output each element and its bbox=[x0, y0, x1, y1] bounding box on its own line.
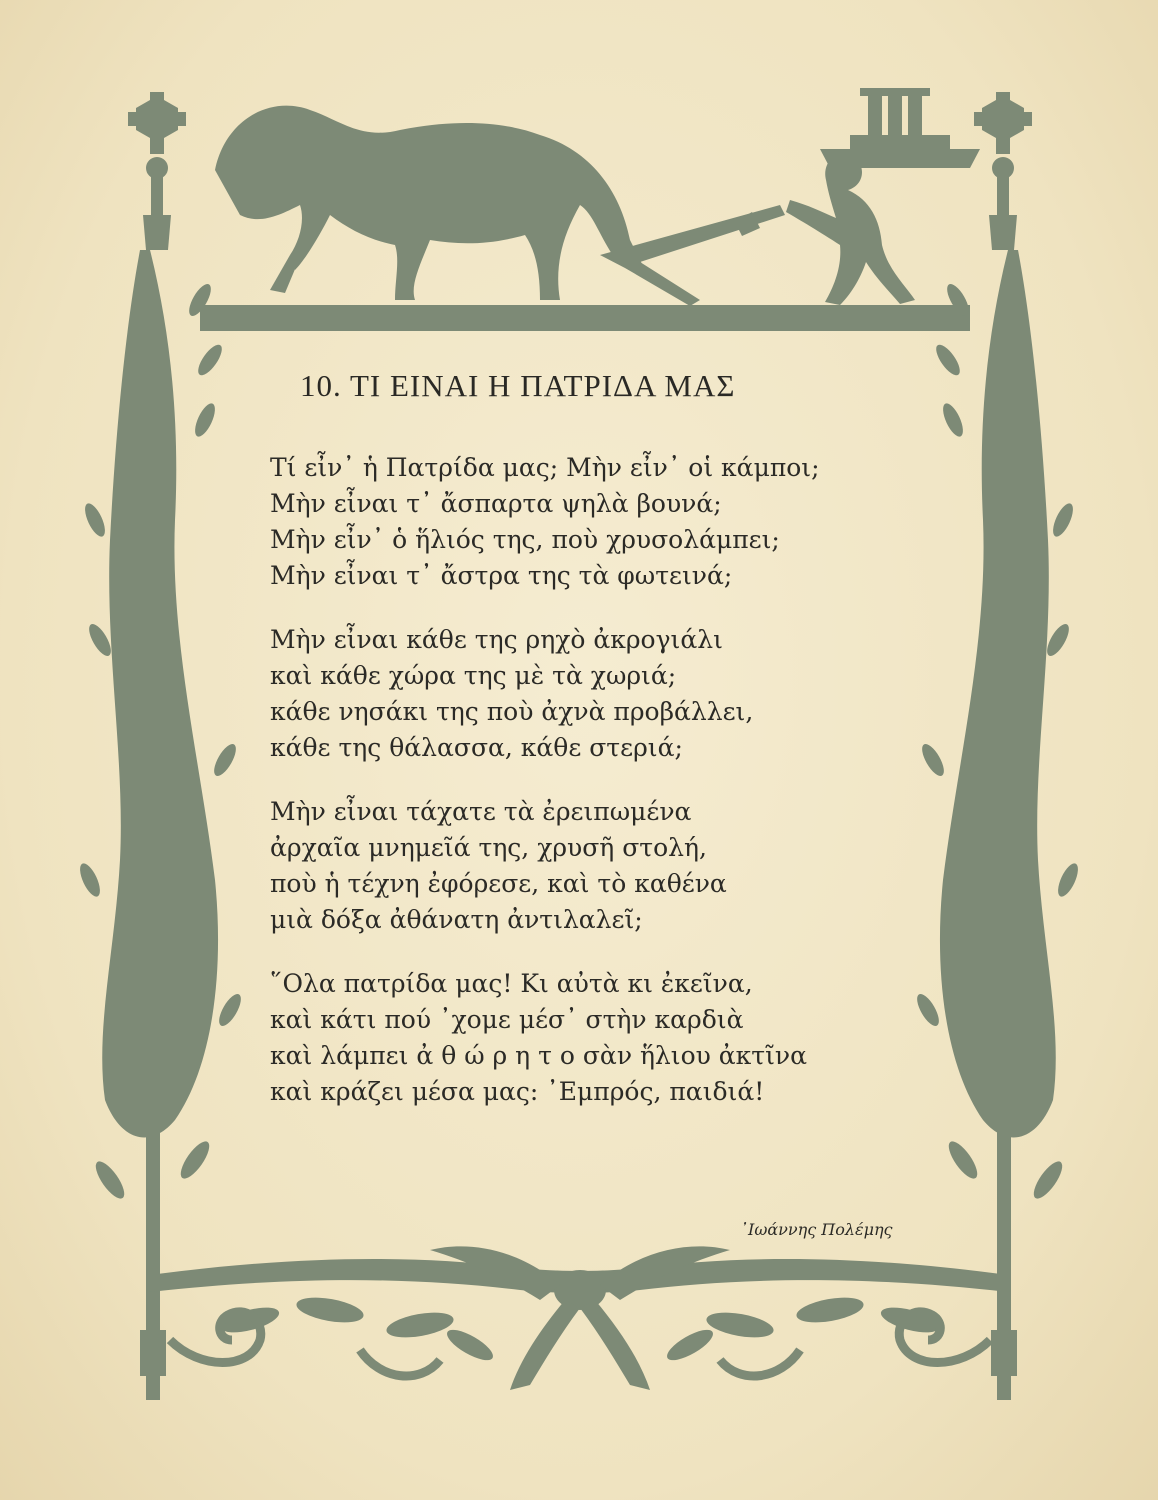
ploughman-icon bbox=[786, 156, 915, 305]
header-ground-band bbox=[200, 305, 970, 331]
poem-line: Μὴν εἶναι τ᾿ ἄστρα της τὰ φωτεινά; bbox=[270, 561, 733, 590]
right-cross-icon bbox=[974, 92, 1032, 250]
poem-line: καὶ κάτι πού ᾿χομε μέσ᾿ στὴν καρδιὰ bbox=[270, 1005, 744, 1034]
stanza bbox=[270, 450, 910, 594]
poem-line: ἀρχαῖα μνημεῖά της, χρυσῆ στολή, bbox=[270, 833, 707, 862]
stanza bbox=[270, 622, 910, 766]
poem-line: Μὴν εἶν᾿ ὁ ἥλιός της, ποὺ χρυσολάμπει; bbox=[270, 525, 780, 554]
poem-line: καὶ κάθε χώρα της μὲ τὰ χωριά; bbox=[270, 661, 677, 690]
poem-line: κάθε της θάλασσα, κάθε στεριά; bbox=[270, 733, 683, 762]
stanza bbox=[270, 794, 910, 938]
poem-line: κάθε νησάκι της ποὺ ἀχνὰ προβάλλει, bbox=[270, 697, 754, 726]
poem-body bbox=[270, 450, 910, 1138]
poem-line: ῞Ολα πατρίδα μας! Κι αὐτὰ κι ἐκεῖνα, bbox=[270, 969, 753, 998]
poem-line: Μὴν εἶναι τάχατε τὰ ἐρειπωμένα bbox=[270, 797, 692, 826]
right-flag-drape bbox=[940, 250, 1056, 1137]
plough-icon bbox=[600, 205, 785, 306]
poem-line: ποὺ ἡ τέχνη ἐφόρεσε, καὶ τὸ καθένα bbox=[270, 869, 727, 898]
poem-line: καὶ λάμπει ἀ θ ώ ρ η τ ο σὰν ἥλιου ἀκτῖνα bbox=[270, 1041, 807, 1070]
poem-line: μιὰ δόξα ἀθάνατη ἀντιλαλεῖ; bbox=[270, 905, 643, 934]
poem-line: Μὴν εἶναι κάθε της ρηχὸ ἀκρογιάλι bbox=[270, 625, 723, 654]
horse-icon bbox=[215, 106, 645, 300]
poem-title: 10. ΤΙ ΕΙΝΑΙ Η ΠΑΤΡΙΔΑ ΜΑΣ bbox=[300, 368, 736, 403]
left-flag-drape bbox=[102, 250, 218, 1137]
poem-line: Τί εἶν᾿ ἡ Πατρίδα μας; Μὴν εἶν᾿ οἱ κάμποι; bbox=[270, 453, 820, 482]
stanza bbox=[270, 966, 910, 1110]
temple-ruins-icon bbox=[820, 88, 980, 168]
author-signature: ᾿Ιωάννης Πολέμης bbox=[740, 1220, 893, 1239]
poem-line: καὶ κράζει μέσα μας: ᾿Εμπρός, παιδιά! bbox=[270, 1077, 765, 1106]
poem-line: Μὴν εἶναι τ᾿ ἄσπαρτα ψηλὰ βουνά; bbox=[270, 489, 722, 518]
left-cross-icon bbox=[128, 92, 186, 250]
